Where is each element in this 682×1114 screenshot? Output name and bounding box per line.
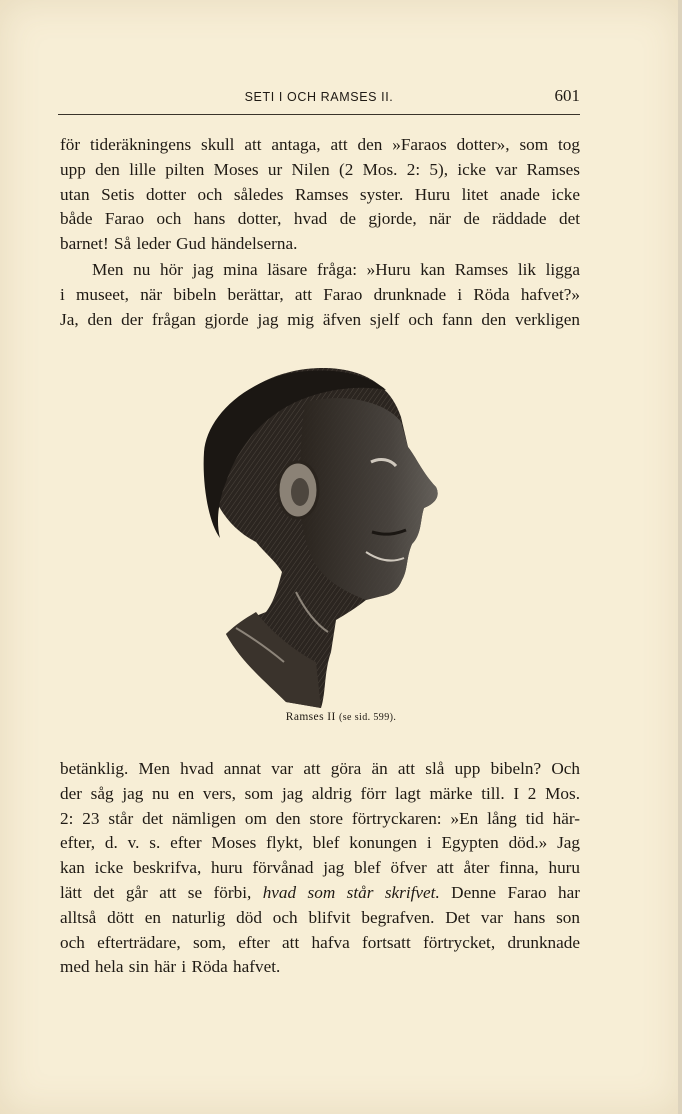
caption-title: Ramses II [285, 711, 336, 723]
text-segment: Denne Farao har [439, 882, 580, 902]
page-edge [678, 0, 682, 1114]
paragraph-3 [60, 757, 580, 980]
figure-caption [0, 711, 682, 723]
text-line: alltså dött en naturlig död och blifvit begrafven. Det var hans son [60, 907, 580, 927]
page-number: 601 [554, 86, 580, 105]
text-line: efter, d. v. s. efter Moses flykt, blef konungen i Egypten död.» Jag [60, 833, 580, 853]
text-line: för tideräkningens skull att antaga, att den »Faraos dotter», som tog [60, 135, 580, 154]
text-line: betänklig. Men hvad annat var att göra än att slå upp bibeln? Och [60, 759, 580, 778]
italic-phrase: hvad som står skrifvet. [262, 882, 440, 902]
text-line [60, 881, 580, 906]
caption-reference: (se sid. 599). [338, 712, 397, 723]
mummy-illustration [196, 362, 444, 710]
text-line: Ja, den der frågan gjorde jag mig äfven sjelf och fann den verkligen [60, 309, 580, 329]
running-head: SETI I OCH RAMSES II. [244, 90, 394, 104]
text-line: 2: 23 står det nämligen om den store förtryckaren: »En lång tid här- [60, 808, 580, 828]
text-line: i museet, när bibeln berättar, att Farao drunknade i Röda hafvet?» [60, 284, 580, 304]
paragraph-1 [60, 133, 580, 257]
text-line: kan icke beskrifva, huru förvånad jag blef öfver att åter finna, huru [60, 858, 580, 878]
text-line: Men nu hör jag mina läsare fråga: »Huru kan Ramses lik ligga [92, 260, 580, 279]
text-line: der såg jag nu en vers, som jag aldrig förr lagt märke till. I 2 Mos. [60, 783, 580, 803]
text-line: utan Setis dotter och således Ramses syster. Huru litet anade icke [60, 184, 580, 204]
text-line: både Farao och hans dotter, hvad de gjorde, när de räddade det [60, 209, 580, 229]
paragraph-2 [60, 258, 580, 332]
page-header [58, 86, 580, 115]
text-line: och efterträdare, som, efter att hafva fortsatt förtrycket, drunknade [60, 932, 580, 952]
text-line: barnet! Så leder Gud händelserna. [60, 234, 298, 254]
text-line: upp den lille pilten Moses ur Nilen (2 Mos. 2: 5), icke var Ramses [60, 159, 580, 179]
text-line: med hela sin här i Röda hafvet. [60, 957, 281, 977]
text-segment: lätt det går att se förbi, [60, 882, 263, 902]
